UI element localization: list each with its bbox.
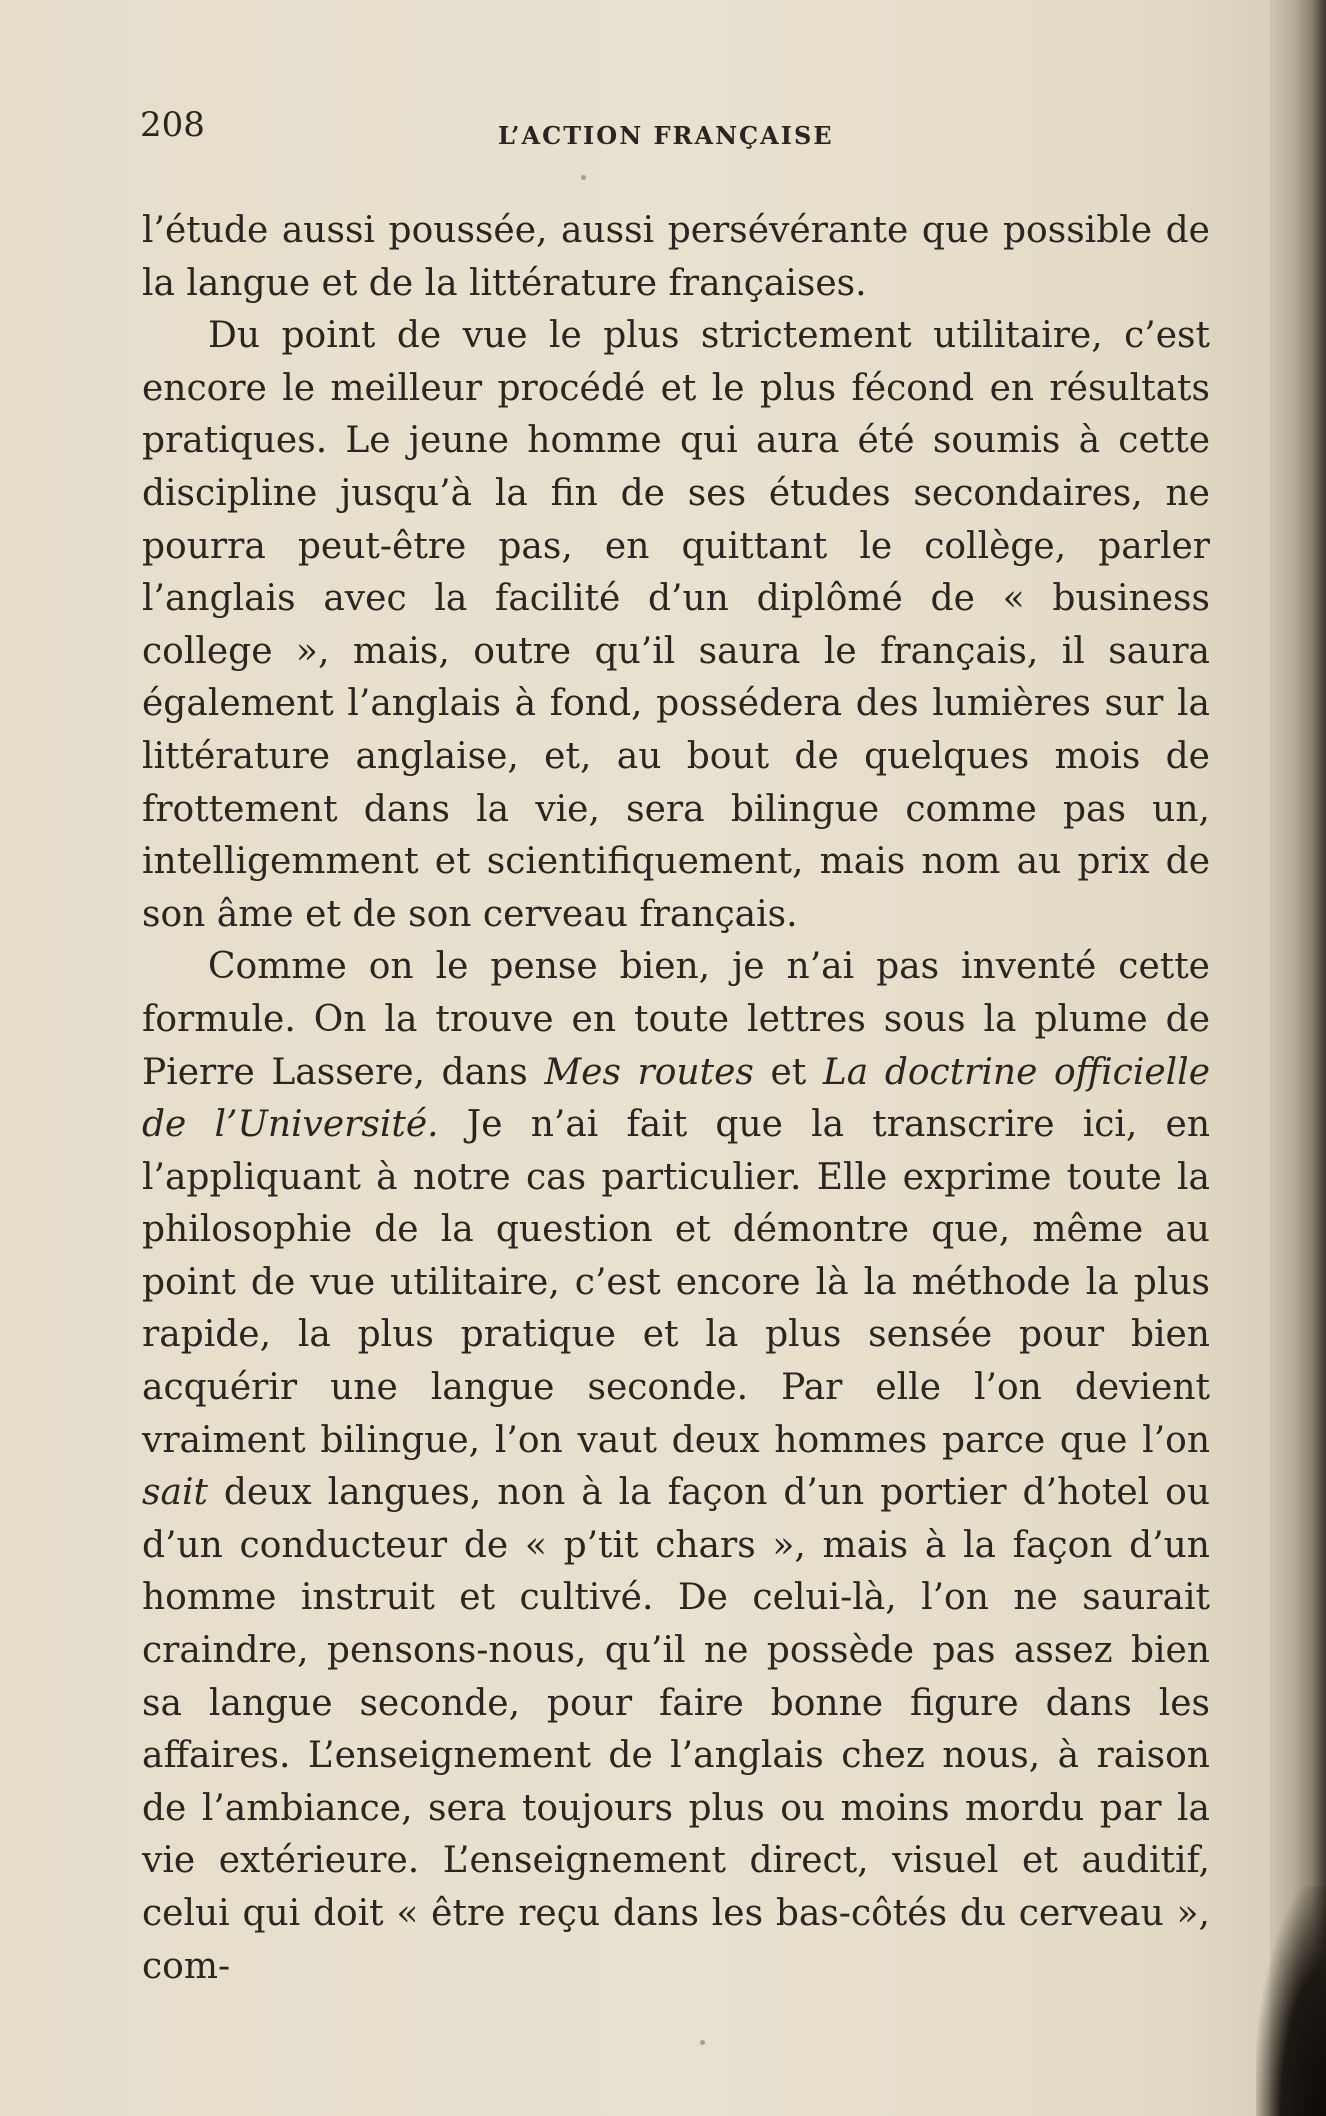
italic-text: Mes routes (544, 1051, 754, 1093)
italic-text: sait (142, 1472, 208, 1514)
page-number: 208 (140, 105, 205, 145)
page-edge (1270, 0, 1326, 2116)
paragraph (142, 205, 1210, 310)
running-title: L’ACTION FRANÇAISE (498, 121, 834, 150)
paragraph (142, 310, 1210, 941)
paragraph-text: et (753, 1051, 823, 1093)
body-text (142, 205, 1210, 1993)
paper-speck (581, 175, 586, 180)
paragraph-text: Du point de vue le plus strictement utilitaire, c’est encore le meilleur procédé et le plus fécond en résultats pratiques. Le jeune homme qui aura été soumis à cette discipline jusqu’à la fin de ses études secondaires, ne pourra peut-être pas, en quittant le collège, parler l’anglais avec la facilité d’un diplômé de « business college », mais, outre qu’il saura le français, il saura également l’anglais à fond, possédera des lumières sur la littérature anglaise, et, au bout de quelques mois de frottement dans la vie, sera bilingue comme pas un, intelligemment et scientifiquement, mais nom au prix de son âme et de son cerveau français. (142, 315, 1210, 935)
paragraph-text: deux langues, non à la façon d’un portier d’hotel ou d’un conducteur de « p’tit chars », mais à la façon d’un homme instruit et cultivé. De celui-là, l’on ne saurait craindre, pensons-nous, qu’il ne possède pas assez bien sa langue seconde, pour faire bonne figure dans les affaires. L’enseignement de l’anglais chez nous, à raison de l’ambiance, sera toujours plus ou moins mordu par la vie extérieure. L’enseignement direct, visuel et auditif, celui qui doit « être reçu dans les bas-côtés du cerveau », com- (142, 1472, 1210, 1987)
italic-text: La doctrine officielle de l’Université. (142, 1051, 1210, 1146)
paragraph-text: l’étude aussi poussée, aussi persévérante que possible de la langue et de la littérature françaises. (142, 210, 1210, 304)
page-header (140, 105, 1210, 165)
paragraph-text: Je n’ai fait que la transcrire ici, en l’appliquant à notre cas particulier. Elle exprime toute la philosophie de la question et démontre que, même au point de vue utilitaire, c’est encore là la méthode la plus rapide, la plus pratique et la plus sensée pour bien acquérir une langue seconde. Par elle l’on devient vraiment bilingue, l’on vaut deux hommes parce que l’on (142, 1104, 1210, 1461)
paragraph (142, 941, 1210, 1993)
paragraph-text: Comme on le pense bien, je n’ai pas inventé cette formule. On la trouve en toute lettres sous la plume de Pierre Lassere, dans (142, 946, 1210, 1093)
corner-shadow (1256, 1886, 1326, 2116)
paper-speck (700, 2040, 705, 2045)
